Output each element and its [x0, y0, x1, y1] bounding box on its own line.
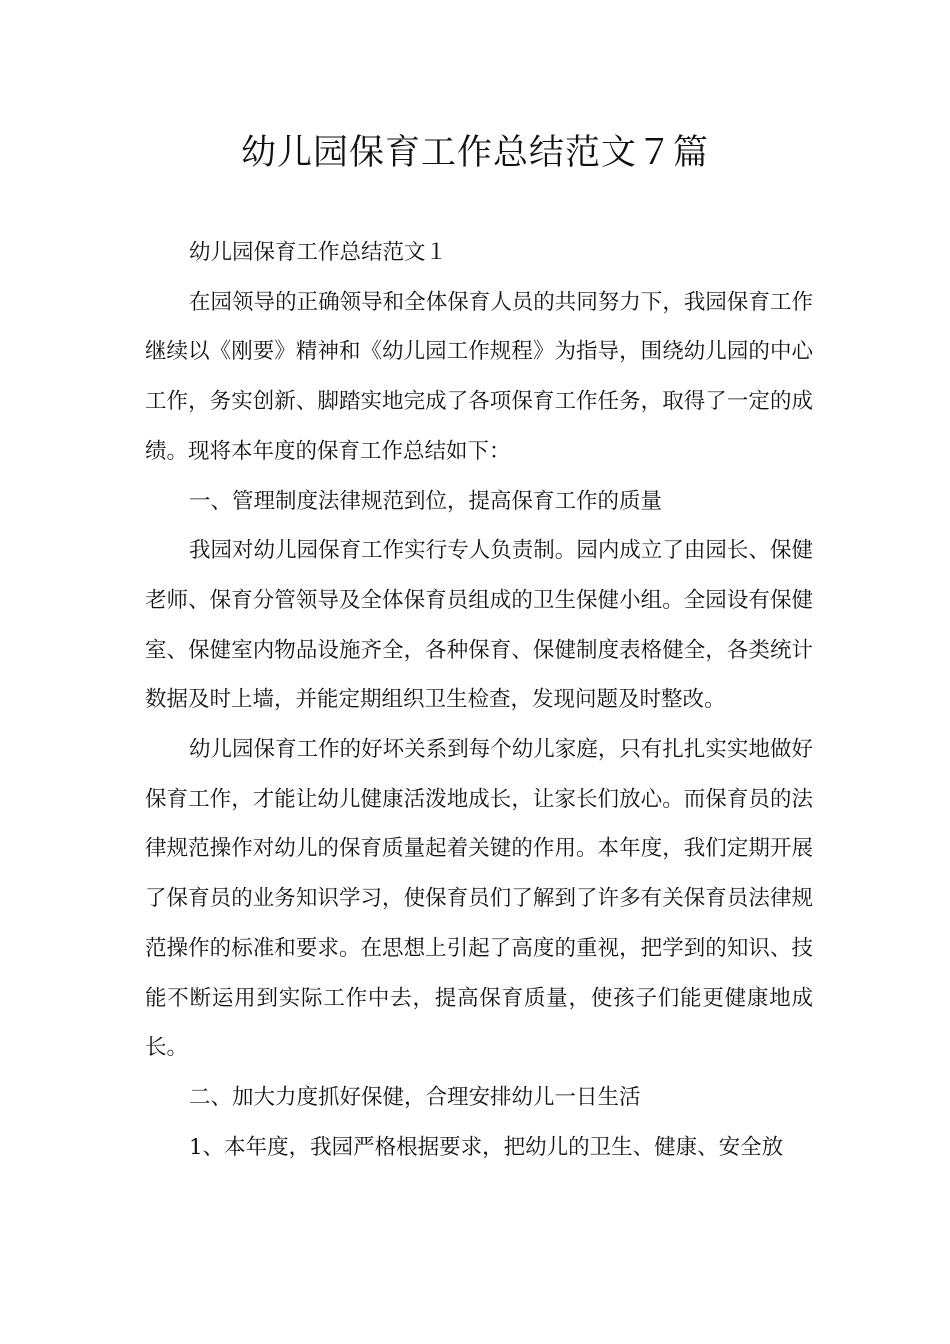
document-body: [145, 228, 813, 1172]
body-paragraph: 幼儿园保育工作的好坏关系到每个幼儿家庭，只有扎扎实实地做好保育工作，才能让幼儿健康活泼地成长，让家长们放心。而保育员的法律规范操作对幼儿的保育质量起着关键的作用。本年度，我们定期开展了保育员的业务知识学习，使保育员们了解到了许多有关保育员法律规范操作的标准和要求。在思想上引起了高度的重视，把学到的知识、技能不断运用到实际工作中去，提高保育质量，使孩子们能更健康地成长。: [145, 737, 813, 1061]
section-heading: 幼儿园保育工作总结范文１: [189, 240, 448, 265]
body-paragraph: 我园对幼儿园保育工作实行专人负责制。园内成立了由园长、保健老师、保育分管领导及全体保育员组成的卫生保健小组。全园设有保健室、保健室内物品设施齐全，各种保育、保健制度表格健全，各类统计数据及时上墙，并能定期组织卫生检查，发现问题及时整改。: [145, 538, 813, 713]
section-heading: 一、管理制度法律规范到位，提高保育工作的质量: [189, 488, 663, 514]
document-title: 幼儿园保育工作总结范文７篇: [240, 133, 709, 173]
section-heading: 二、加大力度抓好保健，合理安排幼儿一日生活: [189, 1084, 641, 1110]
body-paragraph: 在园领导的正确领导和全体保育人员的共同努力下，我园保育工作继续以《刚要》精神和《幼儿园工作规程》为指导，围绕幼儿园的中心工作，务实创新、脚踏实地完成了各项保育工作任务，取得了一定的成绩。现将本年度的保育工作总结如下：: [145, 289, 813, 464]
body-paragraph: 1、本年度，我园严格根据要求，把幼儿的卫生、健康、安全放: [189, 1134, 784, 1160]
